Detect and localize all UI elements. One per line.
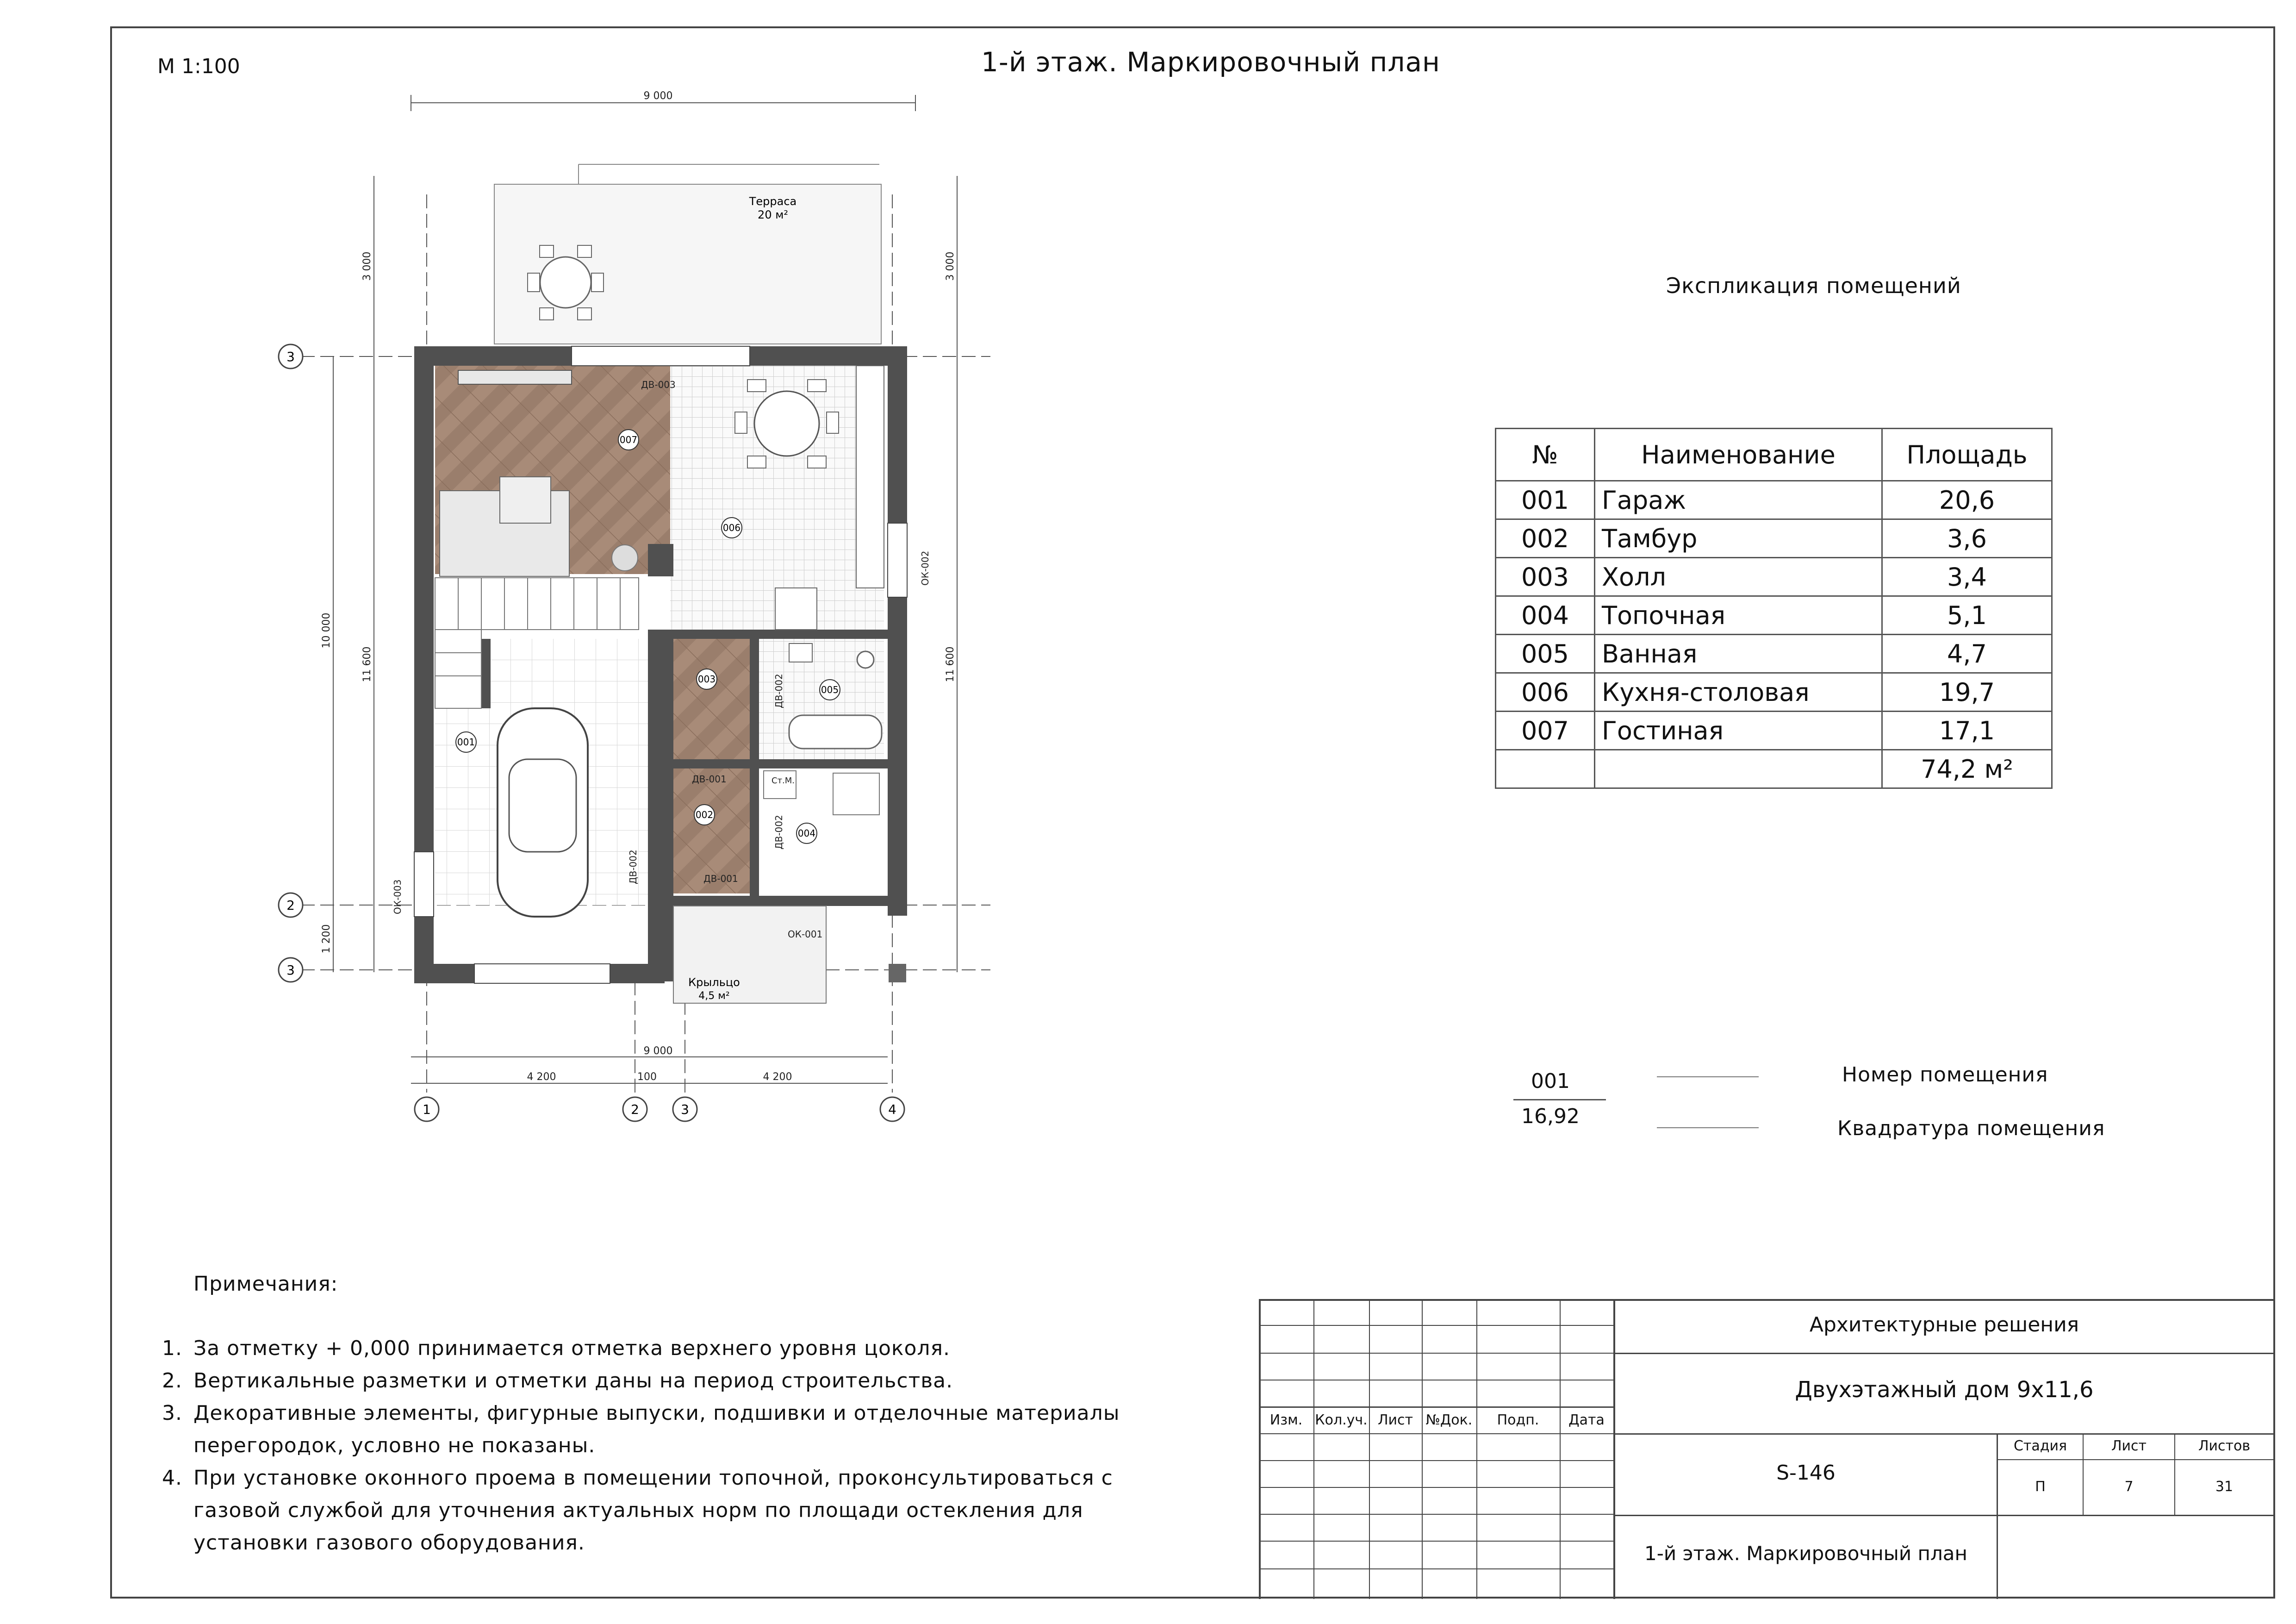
- tag-dv001-b: ДВ-001: [703, 873, 738, 884]
- table-row: 007 Гостиная 17,1: [1496, 712, 2052, 750]
- tag-dv002-a: ДВ-002: [773, 674, 784, 708]
- explication-table: [1495, 428, 2053, 789]
- tag-dv002-c: ДВ-002: [628, 849, 639, 884]
- title-block: [1259, 1299, 2273, 1599]
- note-item: 1. За отметку + 0,000 принимается отметка верхнего уровня цоколя.: [162, 1337, 950, 1360]
- table-row: 002 Тамбур 3,6: [1496, 519, 2052, 558]
- legend-divider: [1513, 1099, 1606, 1100]
- hall-floor: [673, 639, 750, 759]
- room-002-marker: 002: [695, 809, 714, 820]
- tag-dv003: ДВ-003: [641, 379, 676, 390]
- porch-area: 4,5 м²: [698, 990, 730, 1002]
- room-004-marker: 004: [797, 828, 816, 839]
- dining-table: [754, 391, 819, 456]
- dim-bottom-total: 9 000: [643, 1045, 673, 1057]
- dim-left-inner: 10 000: [321, 612, 332, 649]
- terrace-area: 20 м²: [758, 208, 788, 221]
- legend-number-label: Номер помещения: [1842, 1063, 2048, 1087]
- room-005-marker: 005: [821, 684, 839, 695]
- stage-value: П: [2035, 1479, 2046, 1495]
- table-row: 005 Ванная 4,7: [1496, 635, 2052, 673]
- col-data: Дата: [1568, 1412, 1605, 1428]
- col-izm: Изм.: [1269, 1412, 1303, 1428]
- axis-b3b: 3: [286, 962, 295, 978]
- tag-dv001-a: ДВ-001: [692, 774, 727, 785]
- dim-bottom-mid: 100: [637, 1071, 657, 1083]
- stamp-section: Архитектурные решения: [1809, 1313, 2079, 1337]
- note-item: 2. Вертикальные разметки и отметки даны на период строительства.: [162, 1369, 953, 1393]
- stamp-project: Двухэтажный дом 9х11,6: [1795, 1377, 2094, 1403]
- bathtub: [789, 715, 882, 749]
- notes-list: [162, 1332, 1199, 1559]
- dim-top-total: 9 000: [643, 90, 673, 102]
- stage-label: Стадия: [2013, 1438, 2067, 1454]
- note-item: 4. При установке оконного проема в помещении топочной, проконсультироваться с газовой службой для уточнения актуальных норм по площади остекления для установки газового оборудования.: [162, 1466, 1113, 1555]
- plant-icon: [612, 545, 638, 571]
- axis-a2: 2: [631, 1102, 639, 1117]
- legend-leader-2: [1657, 1127, 1759, 1128]
- room-003-marker: 003: [697, 674, 716, 685]
- col-name-header: Наименование: [1595, 429, 1882, 481]
- car-icon: [498, 708, 588, 917]
- dim-bottom-left: 4 200: [527, 1071, 556, 1083]
- terrace-table: [540, 257, 591, 308]
- axis-a1: 1: [423, 1102, 431, 1117]
- tag-ok002: ОК-002: [920, 550, 931, 586]
- stamp-sheet-title: 1-й этаж. Маркировочный план: [1644, 1542, 1967, 1565]
- dim-left-terrace: 3 000: [361, 251, 373, 281]
- dim-bottom-right: 4 200: [763, 1071, 792, 1083]
- total-area: 74,2 м²: [1882, 750, 2052, 788]
- table-row: 003 Холл 3,4: [1496, 558, 2052, 596]
- legend-sample-number: 001: [1531, 1069, 1570, 1093]
- col-area-header: Площадь: [1882, 429, 2052, 481]
- axis-a4: 4: [888, 1102, 896, 1117]
- dim-left-porch: 1 200: [321, 924, 332, 954]
- drawing-title: 1-й этаж. Маркировочный план: [981, 46, 1440, 78]
- kitchen-counter: [856, 366, 884, 588]
- notes-title: Примечания:: [193, 1272, 338, 1296]
- explication-title: Экспликация помещений: [1666, 273, 1961, 298]
- table-row: 006 Кухня-столовая 19,7: [1496, 673, 2052, 712]
- room-007-marker: 007: [619, 434, 638, 445]
- col-num-header: №: [1496, 429, 1595, 481]
- tag-ok001: ОК-001: [788, 929, 823, 940]
- legend-leader-1: [1657, 1076, 1759, 1077]
- tag-dv002-b: ДВ-002: [773, 815, 784, 849]
- tag-ok003: ОК-003: [392, 879, 403, 914]
- note-item: 3. Декоративные элементы, фигурные выпуски, подшивки и отделочные материалы перегородок, условно не показаны.: [162, 1401, 1120, 1457]
- room-001-marker: 001: [457, 737, 475, 748]
- porch-name: Крыльцо: [688, 976, 740, 989]
- room-006-marker: 006: [722, 522, 741, 533]
- stamp-code: S-146: [1776, 1461, 1836, 1485]
- legend-area-label: Квадратура помещения: [1837, 1117, 2105, 1140]
- dim-left-outer: 11 600: [361, 646, 373, 682]
- col-podp: Подп.: [1497, 1412, 1539, 1428]
- axis-b3: 3: [286, 349, 295, 364]
- table-row: 004 Топочная 5,1: [1496, 596, 2052, 635]
- terrace-name: Терраса: [749, 195, 797, 208]
- col-koluch: Кол.уч.: [1315, 1412, 1368, 1428]
- dim-right-outer: 11 600: [945, 646, 956, 682]
- col-list: Лист: [1377, 1412, 1413, 1428]
- scale-label: М 1:100: [157, 55, 240, 78]
- sheet-label: Лист: [2111, 1438, 2147, 1454]
- axis-b2: 2: [286, 898, 295, 913]
- dim-right-terrace: 3 000: [945, 251, 956, 281]
- col-doc: №Док.: [1425, 1412, 1473, 1428]
- sheet-value: 7: [2124, 1479, 2134, 1495]
- table-row: 001 Гараж 20,6: [1496, 481, 2052, 519]
- tag-stm: Ст.М.: [772, 776, 795, 786]
- total-row: [1496, 750, 2052, 788]
- legend-sample-area: 16,92: [1521, 1105, 1580, 1128]
- axis-a3: 3: [681, 1102, 689, 1117]
- sheets-label: Листов: [2198, 1438, 2251, 1454]
- floor-plan: [0, 0, 1018, 1157]
- sheets-value: 31: [2215, 1479, 2234, 1495]
